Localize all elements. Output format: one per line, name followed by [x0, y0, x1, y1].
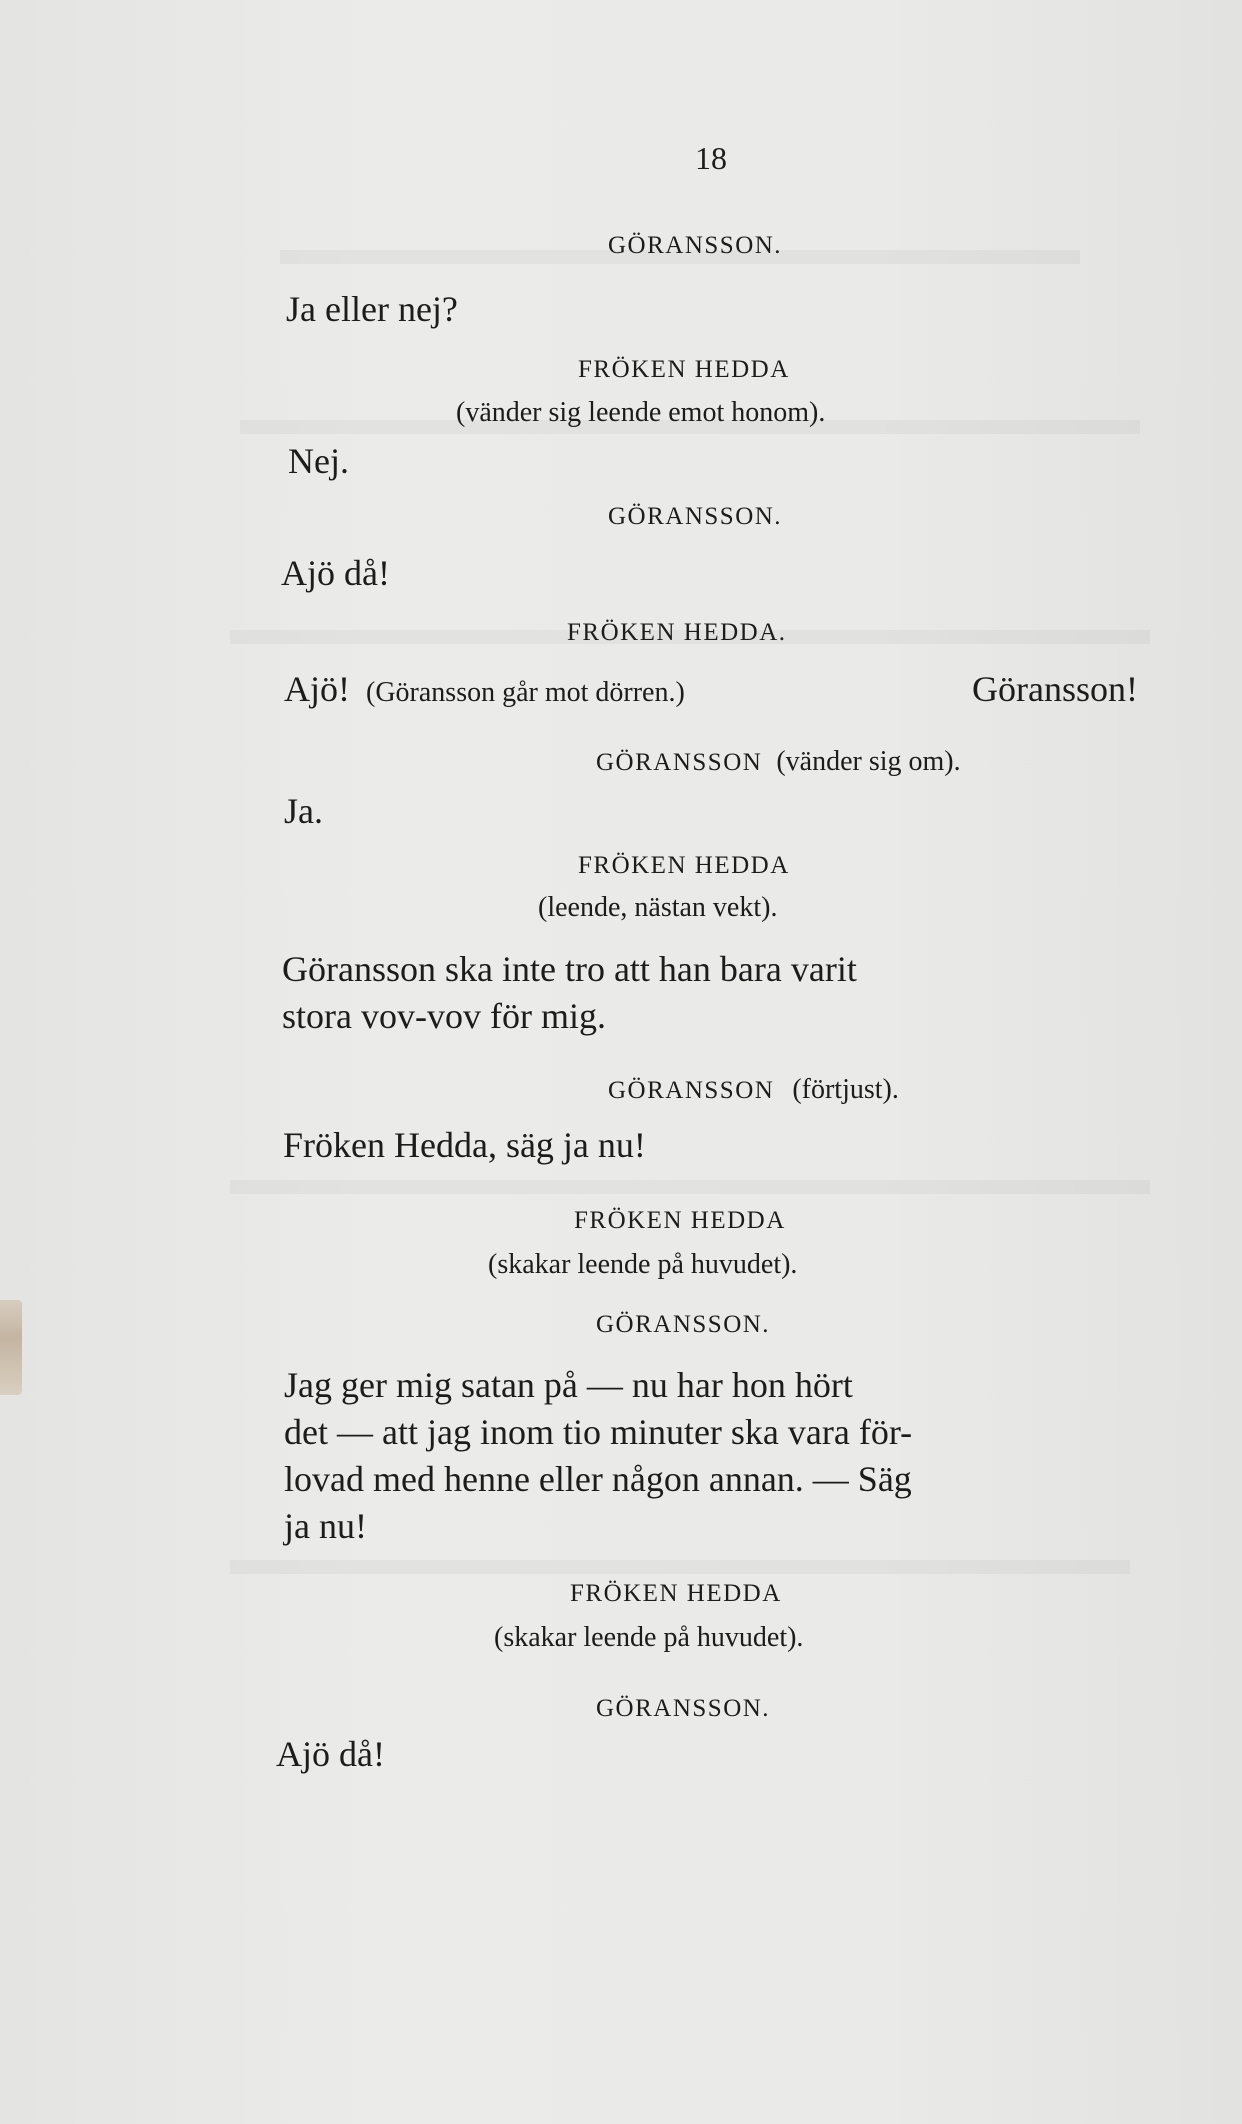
inline-stage-direction: (Göransson går mot dörren.): [366, 677, 685, 708]
speaker-name: GÖRANSSON: [596, 749, 763, 776]
speech-line: ja nu!: [284, 1506, 367, 1546]
stage-direction: (skakar leende på huvudet).: [488, 1249, 798, 1280]
page-edge-stain: [0, 1300, 22, 1395]
speech-line: Ajö då!: [281, 553, 390, 593]
speaker-name: GÖRANSSON.: [608, 503, 783, 530]
stage-direction: (vänder sig leende emot honom).: [456, 397, 826, 428]
page-number: 18: [695, 140, 727, 176]
stage-direction: (skakar leende på huvudet).: [494, 1622, 804, 1653]
speech-line: [282, 946, 1180, 993]
speech-line: det — att jag inom tio minuter ska vara för-: [284, 1412, 913, 1452]
speaker-name: GÖRANSSON: [608, 1077, 775, 1104]
speaker-name: GÖRANSSON.: [608, 232, 783, 259]
speaker-name: FRÖKEN HEDDA: [570, 1580, 782, 1607]
stage-direction: (vänder sig om).: [776, 746, 961, 777]
speaker-name: FRÖKEN HEDDA: [578, 356, 790, 383]
speech-paragraph: [282, 946, 1180, 1040]
speech-text: Göransson ska inte tro att han bara varit: [282, 949, 857, 989]
speech-line: Ja.: [284, 791, 323, 831]
speech-line-with-direction: [284, 668, 1138, 710]
speech-tail: Göransson!: [972, 669, 1138, 709]
speaker-name: GÖRANSSON.: [596, 1695, 771, 1722]
bleed-through-line: [230, 1560, 1130, 1574]
speech-line: Ajö då!: [276, 1734, 385, 1774]
stage-direction: (förtjust).: [792, 1074, 899, 1105]
speech-line: stora vov-vov för mig.: [282, 996, 606, 1036]
speaker-name: FRÖKEN HEDDA: [574, 1207, 786, 1234]
speech-line: Jag ger mig satan på — nu har hon hört: [284, 1365, 853, 1405]
speaker-line: [596, 746, 961, 778]
stage-direction: (leende, nästan vekt).: [538, 892, 778, 923]
speech-line: Fröken Hedda, säg ja nu!: [283, 1125, 646, 1165]
speech-paragraph: [284, 1362, 1180, 1550]
speaker-name: FRÖKEN HEDDA: [578, 852, 790, 879]
bleed-through-line: [230, 1180, 1150, 1194]
speech-line: Nej.: [288, 441, 349, 481]
speaker-name: GÖRANSSON.: [596, 1311, 771, 1338]
speech-line: lovad med henne eller någon annan. — Säg: [284, 1459, 912, 1499]
speech-lead: Ajö!: [284, 669, 350, 709]
speech-line: Ja eller nej?: [286, 289, 458, 329]
speaker-line: [608, 1074, 899, 1106]
speaker-name: FRÖKEN HEDDA.: [567, 619, 787, 646]
